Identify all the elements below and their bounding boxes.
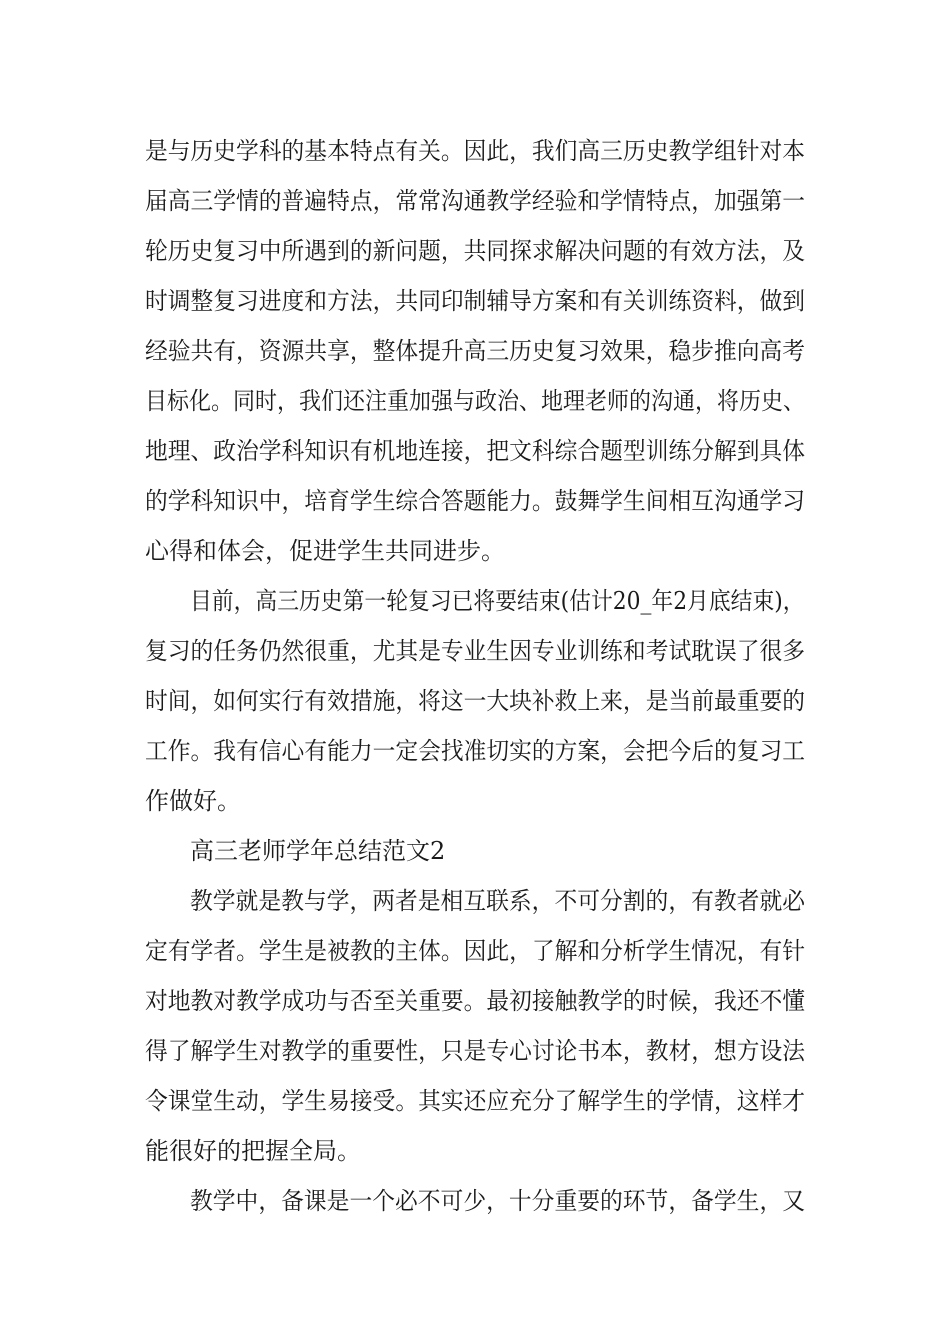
text-line: 教学中，备课是一个必不可少，十分重要的环节，备学生，又 — [190, 1187, 805, 1215]
text-line: 目前，高三历史第一轮复习已将要结束(估计20_年2月底结束)， — [190, 587, 805, 615]
text-line: 地理、政治学科知识有机地连接，把文科综合题型训练分解到具体 — [145, 437, 805, 465]
text-line: 定有学者。学生是被教的主体。因此，了解和分析学生情况，有针 — [145, 937, 805, 965]
text-line: 得了解学生对教学的重要性，只是专心讨论书本，教材，想方设法 — [145, 1037, 805, 1065]
text-line: 能很好的把握全局。 — [145, 1137, 361, 1165]
text-line: 心得和体会，促进学生共同进步。 — [145, 537, 505, 565]
text-line: 的学科知识中，培育学生综合答题能力。鼓舞学生间相互沟通学习 — [145, 487, 805, 515]
text-line: 对地教对教学成功与否至关重要。最初接触教学的时候，我还不懂 — [145, 987, 805, 1015]
text-line: 轮历史复习中所遇到的新问题，共同探求解决问题的有效方法，及 — [145, 237, 805, 265]
text-line: 令课堂生动，学生易接受。其实还应充分了解学生的学情，这样才 — [145, 1087, 805, 1115]
text-line: 作做好。 — [145, 787, 241, 815]
text-line: 教学就是教与学，两者是相互联系，不可分割的，有教者就必 — [190, 887, 805, 915]
text-line: 时间，如何实行有效措施，将这一大块补救上来，是当前最重要的 — [145, 687, 805, 715]
text-line: 届高三学情的普遍特点，常常沟通教学经验和学情特点，加强第一 — [145, 187, 805, 215]
text-line: 工作。我有信心有能力一定会找准切实的方案，会把今后的复习工 — [145, 737, 805, 765]
text-line: 目标化。同时，我们还注重加强与政治、地理老师的沟通，将历史、 — [145, 387, 805, 415]
text-line: 经验共有，资源共享，整体提升高三历史复习效果，稳步推向高考 — [145, 337, 805, 365]
section-heading: 高三老师学年总结范文2 — [190, 837, 446, 865]
text-line: 时调整复习进度和方法，共同印制辅导方案和有关训练资料，做到 — [145, 287, 805, 315]
text-line: 复习的任务仍然很重，尤其是专业生因专业训练和考试耽误了很多 — [145, 637, 805, 665]
text-line: 是与历史学科的基本特点有关。因此，我们高三历史教学组针对本 — [145, 137, 805, 165]
